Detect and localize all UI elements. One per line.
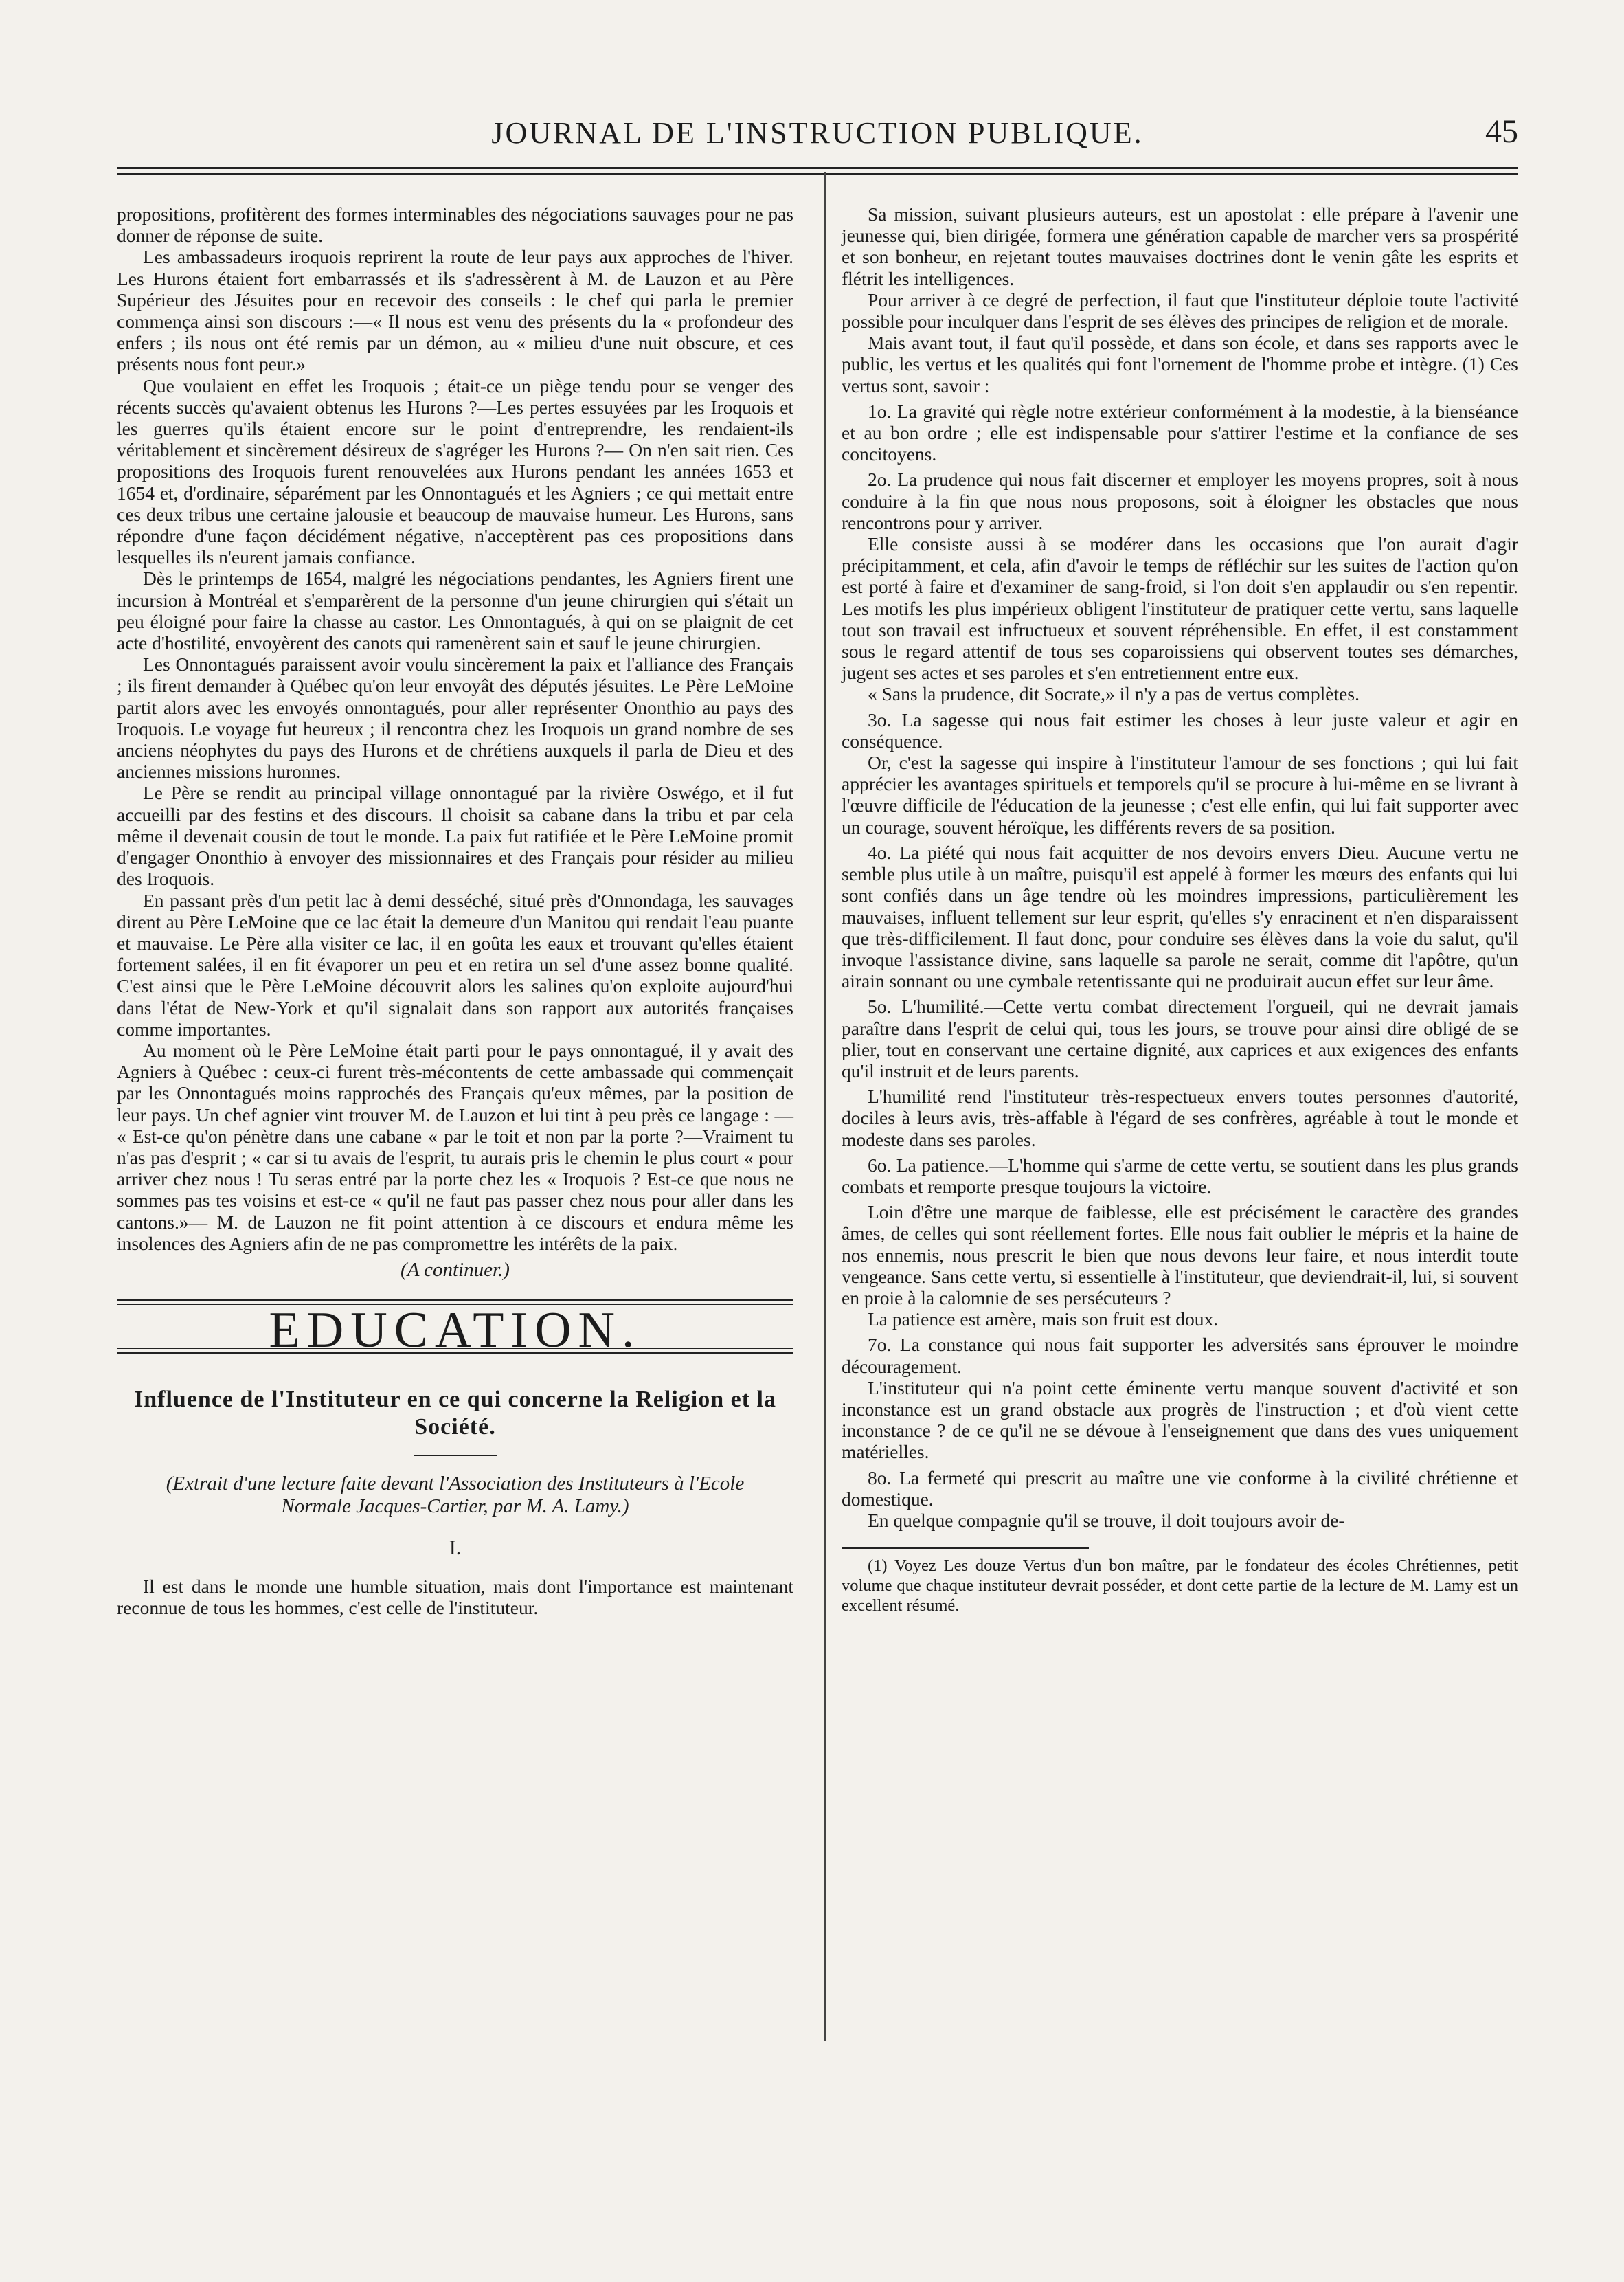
continuation-note: (A continuer.) bbox=[401, 1258, 510, 1281]
paragraph: 2o. La prudence qui nous fait discerner et employer les moyens propres, soit à nous conduire à la fin que nous nous proposons, soit à éloigner les obstacles que nous rencontrons pour y arriver. bbox=[842, 469, 1518, 533]
left-column bbox=[117, 203, 793, 1618]
paragraph: Sa mission, suivant plusieurs auteurs, est un apostolat : elle prépare à l'avenir une jeunesse qui, bien dirigée, formera une génération capable de marcher vers sa prospérité et son bonheur, en rejetant toutes mauvaises doctrines dont le venin gâte les esprits et flétrit les intelligences. bbox=[842, 203, 1518, 289]
column-divider bbox=[824, 172, 826, 2041]
paragraph: 8o. La fermeté qui prescrit au maître une vie conforme à la civilité chrétienne et domestique. bbox=[842, 1466, 1518, 1510]
paragraph: Elle consiste aussi à se modérer dans les occasions que l'on aurait d'agir précipitamment, et cela, afin d'avoir le temps de réfléchir sur les suites de l'action qu'on est porté à faire et d'examiner de sang-froid, si l'on doit s'en applaudir ou s'en repentir. Les motifs les plus impérieux obligent l'instituteur de pratiquer cette vertu, sans laquelle tout son travail est infructueux et souvent répréhensible. En effet, il est constamment sous le regard attentif de tous ses coparoissiens qui observent toutes ses démarches, jugent ses actes et ses paroles et s'en entretiennent entre eux. bbox=[842, 533, 1518, 684]
paragraph: Les Onnontagués paraissent avoir voulu sincèrement la paix et l'alliance des Français ; ils firent demander à Québec qu'on leur envoyât des députés jésuites. Le Père LeMoine partit alors avec les envoyés onnontagués, pour aller représenter Ononthio au pays des Iroquois. Le voyage fut heureux ; il rencontra chez les Iroquois un grand nombre de ses anciens néophytes du pays des Hurons et de chrétiens auxquels il parla de Dieu et des anciennes missions huronnes. bbox=[117, 653, 793, 783]
section-heading: EDUCATION. bbox=[269, 1302, 642, 1359]
paragraph: Pour arriver à ce degré de perfection, il faut que l'instituteur déploie toute l'activité possible pour inculquer dans l'esprit de ses élèves des principes de religion et de morale. bbox=[842, 289, 1518, 333]
paragraph: En quelque compagnie qu'il se trouve, il doit toujours avoir de- bbox=[868, 1509, 1345, 1531]
paragraph: Dès le printemps de 1654, malgré les négociations pendantes, les Agniers firent une incursion à Montréal et s'emparèrent de la personne d'un jeune chirurgien qui s'était un peu éloigné pour faire la chasse au castor. Les Onnontagués, à qui on se plaignit de cet acte d'hostilité, envoyèrent des canots qui ramenèrent sain et sauf le jeune chirurgien. bbox=[117, 568, 793, 654]
paragraph: La patience est amère, mais son fruit est doux. bbox=[868, 1308, 1219, 1330]
paragraph: 7o. La constance qui nous fait supporter les adversités sans éprouver le moindre découragement. bbox=[842, 1334, 1518, 1377]
paragraph: Loin d'être une marque de faiblesse, elle est précisément le caractère des grandes âmes, de celles qui sont réellement fortes. Elle nous fait oublier le mépris et la haine de nos ennemis, nous prescrit le bien que nous devons leur faire, et nous interdit toute vengeance. Sans cette vertu, si essentielle à l'instituteur, que deviendrait-il, lui, si souvent en proie à la calomnie de ses persécuteurs ? bbox=[842, 1201, 1518, 1308]
paragraph: Mais avant tout, il faut qu'il possède, et dans son école, et dans ses rapports avec le public, les vertus et les qualités qui font l'ornement de l'homme probe et intègre. (1) Ces vertus sont, savoir : bbox=[842, 332, 1518, 396]
page-number: 45 bbox=[1485, 113, 1518, 150]
page-header bbox=[117, 115, 1518, 157]
article-title: Influence de l'Instituteur en ce qui concerne la Religion et la Société. bbox=[134, 1387, 776, 1440]
title-rule bbox=[414, 1455, 497, 1456]
footnote-rule bbox=[842, 1547, 1089, 1549]
journal-title: JOURNAL DE L'INSTRUCTION PUBLIQUE. bbox=[491, 116, 1144, 150]
paragraph: 3o. La sagesse qui nous fait estimer les choses à leur juste valeur et agir en conséquence. bbox=[842, 708, 1518, 752]
section-rule bbox=[117, 1299, 793, 1301]
paragraph: L'humilité rend l'instituteur très-respectueux envers toutes personnes d'autorité, dociles à leurs avis, très-affable à l'égard de ses confrères, agréable à tout le monde et modeste dans ses paroles. bbox=[842, 1086, 1518, 1150]
paragraph: Que voulaient en effet les Iroquois ; était-ce un piège tendu pour se venger des récents succès qu'avaient obtenus les Hurons ?—Les pertes essuyées par les Iroquois et les guerres qu'ils étaient encore sur le point d'entreprendre, les rendaient-ils véritablement et sincèrement désireux de s'agréger les Hurons ?— On n'en sait rien. Ces propositions des Iroquois furent renouvelées aux Hurons pendant les années 1653 et 1654 et, d'ordinaire, séparément par les Onnontagués et les Agniers ; ce qui mettait entre ces deux tribus une certaine jalousie et beaucoup de mauvaise humeur. Les Hurons, sans répondre d'une façon décidément négative, n'acceptèrent pas ces propositions dans lesquelles ils n'eurent jamais confiance. bbox=[117, 374, 793, 568]
paragraph: 1o. La gravité qui règle notre extérieur conformément à la modestie, à la bienséance et au bon ordre ; elle est indispensable pour s'attirer l'estime et la confiance de ses concitoyens. bbox=[842, 400, 1518, 465]
paragraph: propositions, profitèrent des formes interminables des négociations sauvages pour ne pas donner de réponse de suite. bbox=[117, 203, 793, 247]
paragraph: En passant près d'un petit lac à demi desséché, situé près d'Onnondaga, les sauvages dirent au Père LeMoine que ce lac était la demeure d'un Manitou qui rendait l'eau puante et mauvaise. Le Père alla visiter ce lac, il en goûta les eaux et trouvant qu'elles étaient fortement salées, il en fit évaporer un peu et en retira un sel d'une assez bonne qualité. C'est ainsi que le Père LeMoine découvrit alors les salines qu'on exploite aujourd'hui dans l'état de New-York et qu'il signalait dans son rapport aux autorités françaises comme importantes. bbox=[117, 889, 793, 1040]
paragraph: Au moment où le Père LeMoine était parti pour le pays onnontagué, il y avait des Agniers à Québec : ceux-ci furent très-mécontents de cette ambassade qui commençait par les Onnontagués moins rapprochés des Français qu'eux mêmes, par la position de leur pays. Un chef agnier vint trouver M. de Lauzon et lui tint à peu près ce langage : — « Est-ce qu'on pénètre dans une cabane « par le toit et non par la porte ?—Vraiment tu n'as pas d'esprit ; « car si tu avais de l'esprit, tu aurais pris le chemin le plus court « pour arriver chez nous ! Tu seras entré par la porte chez les « Iroquois ? Est-ce que nous ne sommes pas tes voisins et est-ce « qu'il ne faut pas passer chez nous pour aller dans les cantons.»— M. de Lauzon ne fit point attention à ce discours et endura même les insolences des Agniers afin de ne pas compromettre les intérêts de la paix. bbox=[117, 1039, 793, 1254]
paragraph: « Sans la prudence, dit Socrate,» il n'y a pas de vertus complètes. bbox=[868, 683, 1360, 705]
header-rule-top bbox=[117, 167, 1518, 169]
paragraph: 4o. La piété qui nous fait acquitter de nos devoirs envers Dieu. Aucune vertu ne semble plus utile à un maître, puisqu'il est appelé à former les mœurs des enfants qui lui sont confiés dans un âge tendre où les moindres impressions, particulièrement les mauvaises, influent tellement sur leur esprit, qu'elles s'y enracinent et n'en disparaissent que très-difficilement. Il faut donc, pour conduire ses élèves dans la voie du salut, qu'il invoque l'assistance divine, sans laquelle sa parole ne serait, comme dit l'apôtre, qu'un airain sonnant ou une cymbale retentissante qui ne produirait aucun effet sur leur âme. bbox=[842, 841, 1518, 992]
paragraph: Le Père se rendit au principal village onnontagué par la rivière Oswégo, et il fut accueilli par des festins et des discours. Il choisit sa cabane dans la tribu et par cela même il devenait cousin de tout le monde. La paix fut ratifiée et le Père LeMoine promit d'engager Ononthio à envoyer des missionnaires et des Français pour résider au milieu des Iroquois. bbox=[117, 782, 793, 890]
paragraph: 6o. La patience.—L'homme qui s'arme de cette vertu, se soutient dans les plus grands combats et remporte presque toujours la victoire. bbox=[842, 1154, 1518, 1197]
article-extract-note: (Extrait d'une lecture faite devant l'Association des Instituteurs à l'Ecole Normale Jacques-Cartier, par M. A. Lamy.) bbox=[166, 1473, 745, 1518]
footnote: (1) Voyez Les douze Vertus d'un bon maître, par le fondateur des écoles Chrétiennes, petit volume que chaque instituteur devrait posséder, et dont cette partie de la lecture de M. Lamy est un excellent résumé. bbox=[842, 1556, 1518, 1615]
right-column bbox=[842, 203, 1518, 1615]
paragraph: L'instituteur qui n'a point cette éminente vertu manque souvent d'activité et son inconstance est un grand obstacle aux progrès de l'instruction ; et d'où vient cette inconstance ? de ce qu'il ne se dévoue à l'enseignement que dans des vues uniquement matérielles. bbox=[842, 1376, 1518, 1463]
paragraph: Les ambassadeurs iroquois reprirent la route de leur pays aux approches de l'hiver. Les Hurons étaient fort embarrassés et ils s'adressèrent à M. de Lauzon et au Père Supérieur des Jésuites pour en recevoir des conseils : le chef qui parla le premier commença ainsi son discours :—« Il nous est venu des présents du la « profondeur des enfers ; ils nous ont été remis par un démon, au « milieu d'une nuit obscure, et ces présents nous font peur.» bbox=[117, 246, 793, 375]
paragraph: Or, c'est la sagesse qui inspire à l'instituteur l'amour de ses fonctions ; qui lui fait apprécier les avantages spirituels et temporels qu'il se procure à lui-même en se livrant à l'œuvre difficile de l'éducation de la jeunesse ; c'est elle enfin, qui lui fait supporter avec un courage, souvent héroïque, les différents revers de sa position. bbox=[842, 752, 1518, 838]
paragraph: Il est dans le monde une humble situation, mais dont l'importance est maintenant reconnue de tous les hommes, c'est celle de l'instituteur. bbox=[117, 1575, 793, 1618]
part-number: I. bbox=[449, 1536, 462, 1560]
header-rule-bottom bbox=[117, 173, 1518, 175]
paragraph: 5o. L'humilité.—Cette vertu combat directement l'orgueil, qui ne devrait jamais paraître dans l'esprit de celui qui, tous les jours, se trouve pour ainsi dire obligé de se plier, tout en conservant une certaine dignité, aux caprices et aux exigences des enfants qu'il instruit et de leurs parents. bbox=[842, 996, 1518, 1082]
